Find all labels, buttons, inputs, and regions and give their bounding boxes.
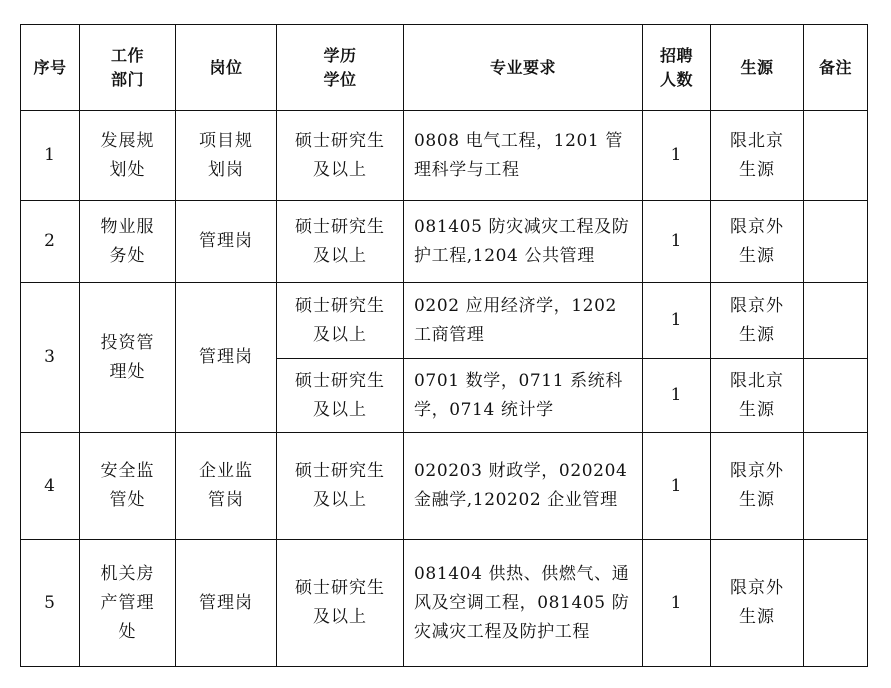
- cell-department: 投资管 理处: [80, 283, 176, 433]
- cell-index: 3: [21, 283, 80, 433]
- cell-note: [804, 540, 868, 667]
- cell-index: 5: [21, 540, 80, 667]
- cell-note: [804, 433, 868, 540]
- table-row: [21, 540, 868, 667]
- cell-headcount: 1: [643, 283, 711, 359]
- cell-source: 限京外 生源: [711, 201, 804, 283]
- cell-source: 限京外 生源: [711, 283, 804, 359]
- cell-post: 管理岗: [176, 201, 277, 283]
- cell-major: 0202 应用经济学，1202 工商管理: [404, 283, 643, 359]
- header-major: 专业要求: [404, 25, 643, 111]
- cell-education: 硕士研究生 及以上: [277, 540, 404, 667]
- cell-department: 机关房 产管理 处: [80, 540, 176, 667]
- cell-department: 安全监 管处: [80, 433, 176, 540]
- cell-headcount: 1: [643, 433, 711, 540]
- cell-source: 限北京 生源: [711, 359, 804, 433]
- table-row: [21, 433, 868, 540]
- cell-note: [804, 201, 868, 283]
- table-row: [21, 111, 868, 201]
- header-index: 序号: [21, 25, 80, 111]
- cell-department: 发展规 划处: [80, 111, 176, 201]
- cell-education: 硕士研究生 及以上: [277, 201, 404, 283]
- cell-headcount: 1: [643, 359, 711, 433]
- header-note: 备注: [804, 25, 868, 111]
- header-education: 学历 学位: [277, 25, 404, 111]
- cell-department: 物业服 务处: [80, 201, 176, 283]
- cell-major: 081404 供热、供燃气、通风及空调工程，081405 防灾减灾工程及防护工程: [404, 540, 643, 667]
- cell-note: [804, 359, 868, 433]
- cell-major: 0808 电气工程，1201 管理科学与工程: [404, 111, 643, 201]
- cell-education: 硕士研究生 及以上: [277, 283, 404, 359]
- table-row: [21, 283, 868, 359]
- cell-headcount: 1: [643, 111, 711, 201]
- cell-major: 081405 防灾减灾工程及防护工程,1204 公共管理: [404, 201, 643, 283]
- cell-post: 管理岗: [176, 540, 277, 667]
- cell-index: 4: [21, 433, 80, 540]
- cell-education: 硕士研究生 及以上: [277, 111, 404, 201]
- cell-post: 项目规 划岗: [176, 111, 277, 201]
- header-department: 工作 部门: [80, 25, 176, 111]
- header-headcount: 招聘 人数: [643, 25, 711, 111]
- cell-source: 限京外 生源: [711, 433, 804, 540]
- cell-education: 硕士研究生 及以上: [277, 359, 404, 433]
- cell-education: 硕士研究生 及以上: [277, 433, 404, 540]
- cell-source: 限北京 生源: [711, 111, 804, 201]
- header-row: [21, 25, 868, 111]
- cell-index: 1: [21, 111, 80, 201]
- table-row: [21, 201, 868, 283]
- cell-headcount: 1: [643, 201, 711, 283]
- cell-headcount: 1: [643, 540, 711, 667]
- cell-note: [804, 111, 868, 201]
- cell-source: 限京外 生源: [711, 540, 804, 667]
- cell-major: 020203 财政学，020204 金融学,120202 企业管理: [404, 433, 643, 540]
- cell-major: 0701 数学，0711 系统科学，0714 统计学: [404, 359, 643, 433]
- cell-note: [804, 283, 868, 359]
- recruitment-table: [20, 24, 868, 667]
- header-source: 生源: [711, 25, 804, 111]
- cell-post: 企业监 管岗: [176, 433, 277, 540]
- cell-index: 2: [21, 201, 80, 283]
- cell-post: 管理岗: [176, 283, 277, 433]
- header-post: 岗位: [176, 25, 277, 111]
